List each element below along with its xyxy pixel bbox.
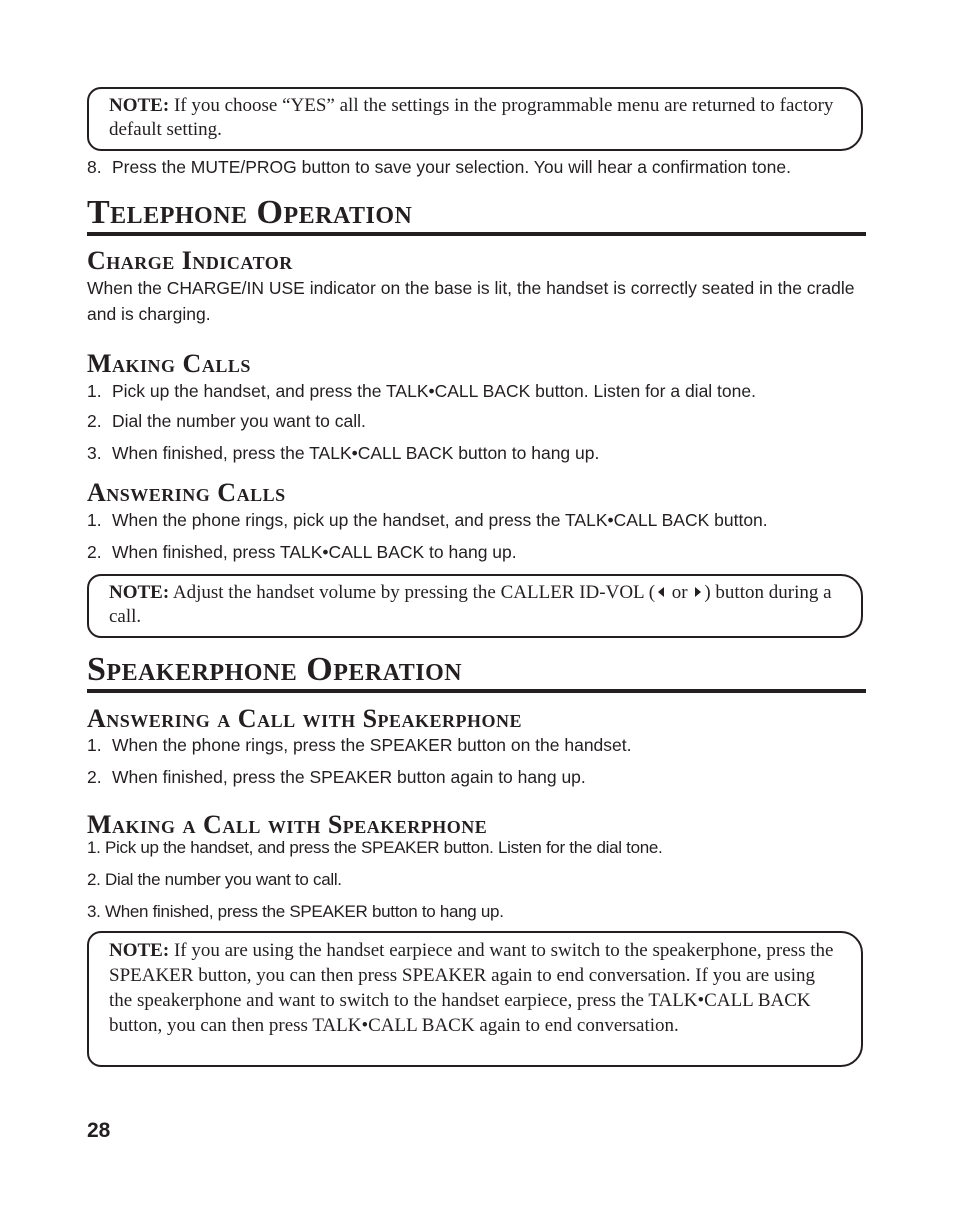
list-item [87,734,632,756]
section-title-speakerphone-operation: Speakerphone Operation [87,653,866,693]
list-text: Pick up the handset, and press the TALK•CALL BACK button. Listen for a dial tone. [112,381,756,401]
step-text: Press the MUTE/PROG button to save your selection. You will hear a confirmation tone. [112,157,791,177]
subsection-title-answering-calls: Answering Calls [87,478,286,507]
list-item [87,380,756,402]
subsection-title-making-with-speakerphone: Making a Call with Speakerphone [87,810,488,839]
list-item: 1. Pick up the handset, and press the SPEAKER button. Listen for the dial tone. [87,838,663,857]
note-handset-volume [87,574,863,638]
note-text: If you choose “YES” all the settings in the programmable menu are returned to factory default setting. [109,95,834,140]
step-8 [87,156,791,178]
list-number: 2. [87,767,102,787]
note-label: NOTE: [109,582,170,603]
list-number: 2. [87,542,102,562]
list-item [87,442,599,464]
list-text: When finished, press TALK•CALL BACK to hang up. [112,542,517,562]
list-text: When finished, press the SPEAKER button again to hang up. [112,767,586,787]
section-title-telephone-operation: Telephone Operation [87,196,866,236]
list-item [87,410,366,432]
list-text: Dial the number you want to call. [112,411,366,431]
list-number: 1. [87,381,102,401]
list-item [87,509,768,531]
list-item [87,766,586,788]
triangle-left-icon [658,587,664,597]
list-text: When the phone rings, pick up the handset, and press the TALK•CALL BACK button. [112,510,768,530]
note-text-or: or [667,582,693,603]
subsection-title-answering-with-speakerphone: Answering a Call with Speakerphone [87,704,523,733]
list-number: 3. [87,443,102,463]
list-text: When finished, press the TALK•CALL BACK button to hang up. [112,443,600,463]
list-item [87,541,517,563]
note-switch-earpiece-speaker [87,931,863,1067]
list-number: 1. [87,735,102,755]
list-number: 1. [87,510,102,530]
note-label: NOTE: [109,940,170,961]
note-text-after: ) button during a call. [109,582,832,627]
list-text: When the phone rings, press the SPEAKER button on the handset. [112,735,632,755]
subsection-title-making-calls: Making Calls [87,349,251,378]
triangle-right-icon [695,587,701,597]
note-label: NOTE: [109,95,170,116]
list-item: 2. Dial the number you want to call. [87,870,342,889]
page-number: 28 [87,1119,111,1142]
subsection-title-charge-indicator: Charge Indicator [87,246,293,275]
list-item: 3. When finished, press the SPEAKER button to hang up. [87,902,504,921]
note-text-before: Adjust the handset volume by pressing the CALLER ID-VOL ( [169,582,656,603]
charge-indicator-text: When the CHARGE/IN USE indicator on the base is lit, the handset is correctly seated in the cradle and is charging. [87,278,855,324]
step-number: 8. [87,157,102,177]
note-text: If you are using the handset earpiece and want to switch to the speakerphone, press the SPEAKER button, you can then press SPEAKER again to end conversation. If you are using the speakerphone and want to switch to the handset earpiece, press the TALK•CALL BACK button, you can then press TALK•CALL BACK again to end conversation. [109,940,834,1036]
note-factory-default [87,87,863,151]
list-number: 2. [87,411,102,431]
